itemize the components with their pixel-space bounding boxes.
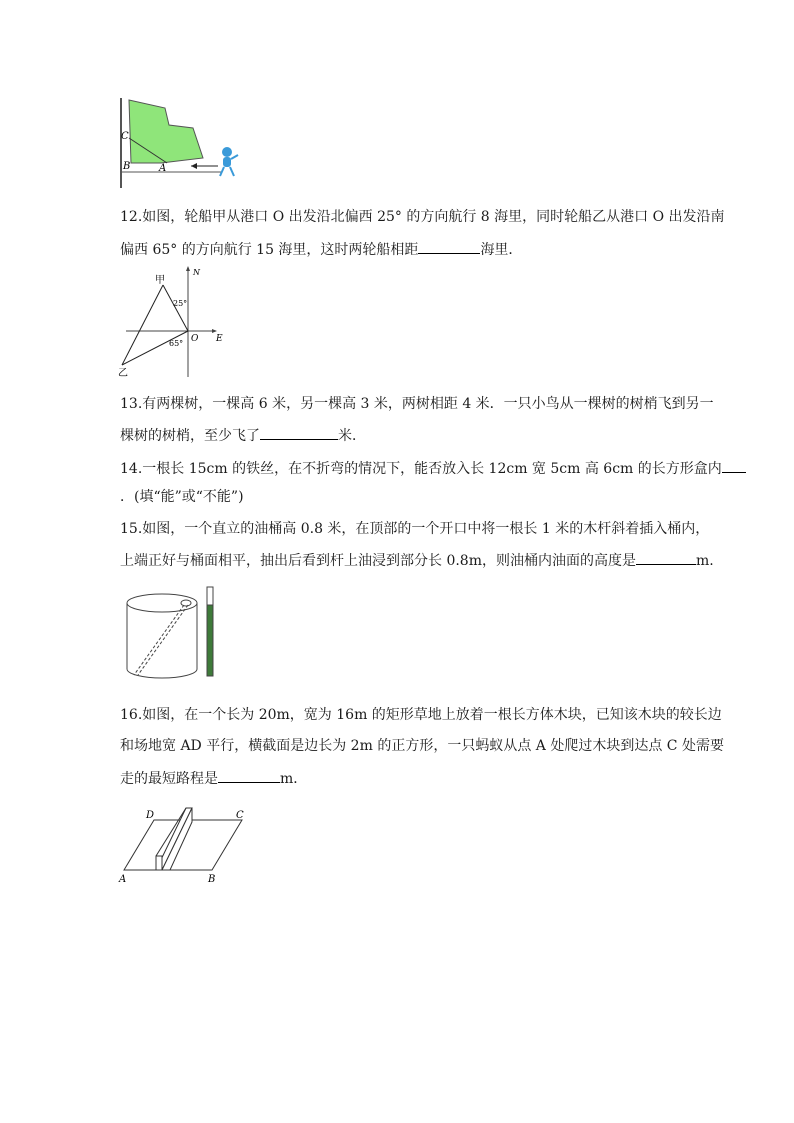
- label-c: C: [121, 131, 129, 142]
- label-65deg: 65°: [169, 339, 184, 348]
- q16-grass-block-figure: [118, 798, 248, 888]
- label-c: C: [236, 810, 244, 821]
- label-n: N: [193, 268, 200, 277]
- rod-oil-part: [207, 605, 213, 676]
- q12-ship-figure: [116, 265, 228, 380]
- q15-line2: 上端正好与桶面相平，抽出后看到杆上油浸到部分长 0.8m，则油桶内油面的高度是 m.: [120, 550, 714, 570]
- label-e: E: [216, 334, 223, 344]
- q15-line1: 15.如图，一个直立的油桶高 0.8 米，在顶部的一个开口中将一根长 1 米的木杆斜着插入桶内，: [120, 521, 710, 537]
- label-b: B: [123, 161, 131, 172]
- q14-line2: ．(填“能”或“不能”): [120, 489, 244, 505]
- ob-line: [122, 331, 188, 365]
- arrow-head: [191, 163, 197, 169]
- q14-answer-blank[interactable]: [722, 458, 746, 473]
- label-o: O: [191, 334, 199, 344]
- label-yi: 乙: [118, 368, 128, 379]
- east-arrow: [212, 329, 217, 333]
- q12-answer-blank[interactable]: [418, 239, 480, 254]
- q16-line2: 和场地宽 AD 平行，横截面是边长为 2m 的正方形，一只蚂蚁从点 A 处爬过木块到达点 C 处需要: [120, 738, 724, 754]
- label-a: A: [159, 163, 167, 174]
- person-icon: [220, 147, 238, 176]
- q14-line1: 14.一根长 15cm 的铁丝，在不折弯的情况下，能否放入长 12cm 宽 5cm 高 6cm 的长方形盒内: [120, 458, 746, 478]
- q16-line3: 走的最短路程是 m．: [120, 768, 307, 788]
- label-25deg: 25°: [173, 299, 188, 308]
- label-b: B: [208, 874, 216, 885]
- rod-in-drum-b: [138, 605, 188, 675]
- oa-line: [163, 285, 188, 331]
- q13-answer-blank[interactable]: [260, 425, 338, 440]
- drum-opening: [181, 600, 191, 606]
- north-arrow: [186, 266, 190, 271]
- green-region: [129, 100, 203, 163]
- q13-line2: 棵树的树梢，至少飞了 米．: [120, 425, 366, 445]
- label-a: A: [119, 874, 127, 885]
- q15-oil-drum-figure: [126, 585, 226, 681]
- rod-clean-part: [207, 587, 213, 605]
- q13-line1: 13.有两棵树，一棵高 6 米，另一棵高 3 米，两树相距 4 米．一只小鸟从一棵树的树梢飞到另一: [120, 396, 714, 412]
- q12-line2: 偏西 65° 的方向航行 15 海里，这时两轮船相距 海里．: [120, 239, 522, 259]
- rod-in-drum-a: [134, 605, 184, 675]
- ladder-figure: [115, 98, 250, 190]
- q16-line1: 16.如图，在一个长为 20m，宽为 16m 的矩形草地上放着一根长方体木块，已知该木块的较长边: [120, 707, 722, 723]
- ab-line: [122, 285, 163, 365]
- q15-answer-blank[interactable]: [636, 550, 696, 565]
- label-d: D: [146, 810, 155, 821]
- block-front: [156, 856, 162, 870]
- label-jia: 甲: [155, 275, 165, 286]
- q16-answer-blank[interactable]: [218, 768, 280, 783]
- q12-line1: 12.如图，轮船甲从港口 O 出发沿北偏西 25° 的方向航行 8 海里，同时轮船乙从港口 O 出发沿南: [120, 209, 725, 225]
